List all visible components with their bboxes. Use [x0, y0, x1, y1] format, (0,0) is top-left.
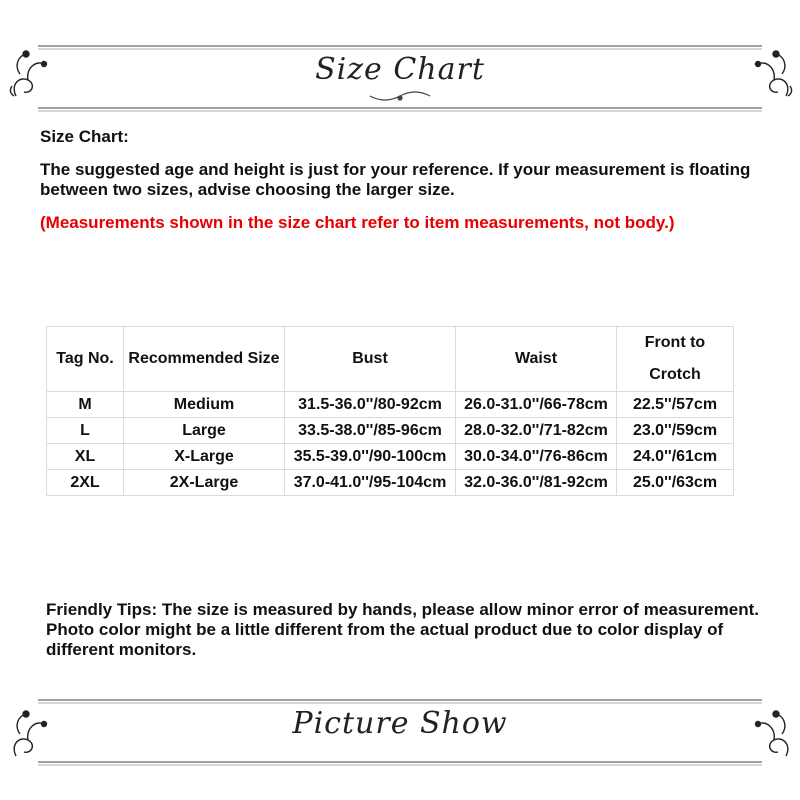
column-header: Recommended Size: [124, 327, 285, 392]
table-cell: 32.0-36.0''/81-92cm: [456, 470, 617, 496]
column-header: Bust: [285, 327, 456, 392]
table-header-row: [47, 327, 734, 392]
floral-ornament-icon: [6, 46, 50, 102]
table-cell: 25.0''/63cm: [617, 470, 734, 496]
table-cell: Large: [124, 418, 285, 444]
column-header: Front to Crotch: [617, 327, 734, 392]
banner-title: Picture Show: [292, 706, 508, 741]
table-cell: 23.0''/59cm: [617, 418, 734, 444]
table-cell: L: [47, 418, 124, 444]
floral-ornament-icon: [752, 706, 796, 762]
column-header: Tag No.: [47, 327, 124, 392]
table-cell: 24.0''/61cm: [617, 444, 734, 470]
table-row: [47, 392, 734, 418]
table-cell: 26.0-31.0''/66-78cm: [456, 392, 617, 418]
flourish-icon: [370, 92, 430, 100]
table-cell: 2X-Large: [124, 470, 285, 496]
table-cell: 35.5-39.0''/90-100cm: [285, 444, 456, 470]
table-row: [47, 418, 734, 444]
size-chart-banner: [0, 38, 800, 118]
table-row: [47, 470, 734, 496]
size-table: [46, 326, 734, 496]
table-cell: 30.0-34.0''/76-86cm: [456, 444, 617, 470]
intro-heading: Size Chart:: [40, 127, 129, 146]
table-cell: M: [47, 392, 124, 418]
table-cell: Medium: [124, 392, 285, 418]
measurement-note: (Measurements shown in the size chart refer to item measurements, not body.): [40, 213, 675, 232]
table-cell: XL: [47, 444, 124, 470]
table-cell: 37.0-41.0''/95-104cm: [285, 470, 456, 496]
table-row: [47, 444, 734, 470]
floral-ornament-icon: [752, 46, 796, 102]
table-cell: 33.5-38.0''/85-96cm: [285, 418, 456, 444]
table-cell: 28.0-32.0''/71-82cm: [456, 418, 617, 444]
friendly-tips: Friendly Tips: The size is measured by hands, please allow minor error of measurement. Photo color might be a little different from the actual product due to color display of different monitors.: [46, 600, 759, 659]
intro-paragraph: The suggested age and height is just for your reference. If your measurement is floating between two sizes, advise choosing the larger size.: [40, 160, 751, 199]
column-header: Waist: [456, 327, 617, 392]
floral-ornament-icon: [6, 706, 50, 762]
banner-title: Size Chart: [315, 52, 485, 87]
table-cell: 22.5''/57cm: [617, 392, 734, 418]
picture-show-banner: [0, 692, 800, 772]
table-cell: X-Large: [124, 444, 285, 470]
table-cell: 2XL: [47, 470, 124, 496]
table-cell: 31.5-36.0''/80-92cm: [285, 392, 456, 418]
